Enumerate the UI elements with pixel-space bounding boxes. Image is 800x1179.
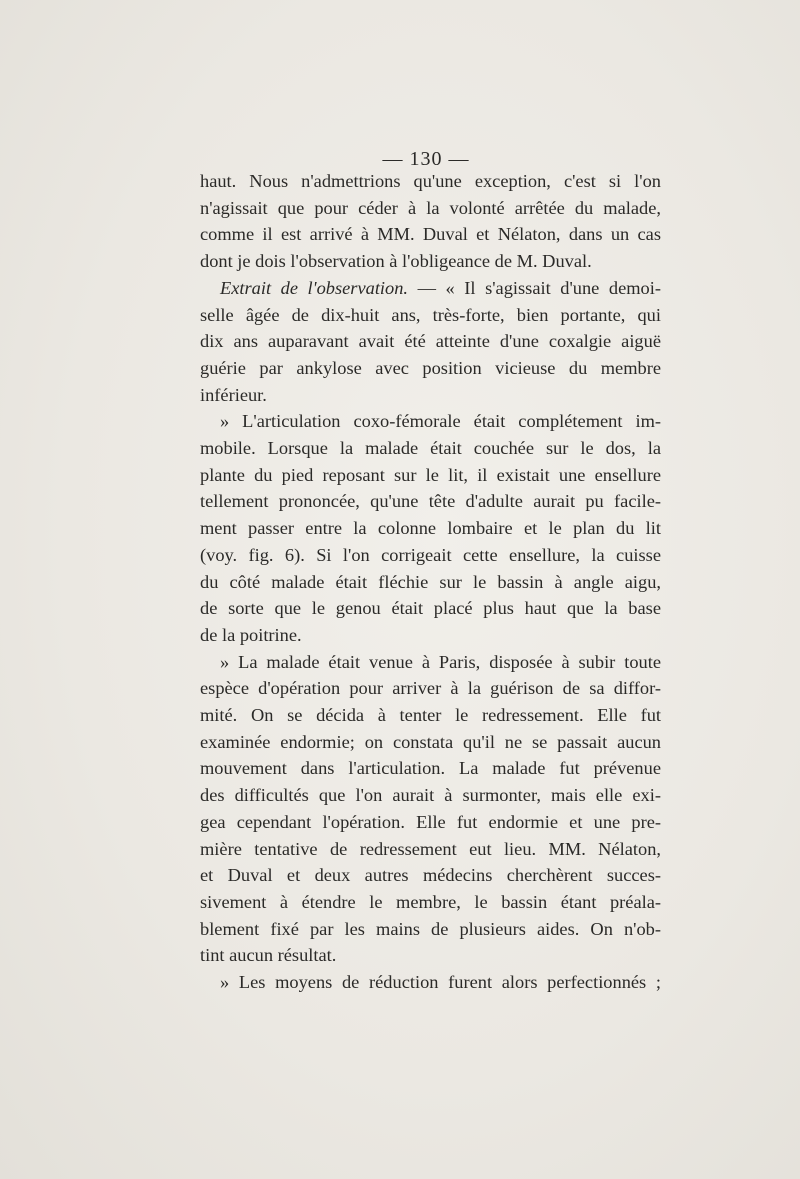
text-line: blement fixé par les mains de plusieurs aides. On n'ob- — [200, 918, 661, 939]
text-line: comme il est arrivé à MM. Duval et Nélaton, dans un cas — [200, 224, 661, 245]
text-line: mière tentative de redressement eut lieu. MM. Nélaton, — [200, 838, 661, 859]
paragraph — [200, 649, 661, 969]
paragraph — [200, 168, 661, 275]
text-line: tellement prononcée, qu'une tête d'adulte aurait pu facile- — [200, 491, 661, 512]
text-line: selle âgée de dix-huit ans, très-forte, bien portante, qui — [200, 304, 661, 325]
text-line: espèce d'opération pour arriver à la guérison de sa diffor- — [200, 678, 661, 699]
text-line: n'agissait que pour céder à la volonté arrêtée du malade, — [200, 197, 661, 218]
text-line: du côté malade était fléchie sur le bassin à angle aigu, — [200, 571, 661, 592]
text-line: et Duval et deux autres médecins cherchèrent succes- — [200, 865, 661, 886]
text-line: mité. On se décida à tenter le redressement. Elle fut — [200, 705, 661, 726]
text-line: de sorte que le genou était placé plus haut que la base — [200, 598, 661, 619]
paragraph — [200, 969, 661, 996]
text-line: mobile. Lorsque la malade était couchée sur le dos, la — [200, 438, 661, 459]
text-line: plante du pied reposant sur le lit, il existait une ensellure — [200, 464, 661, 485]
text-line: dix ans auparavant avait été atteinte d'une coxalgie aiguë — [200, 331, 661, 352]
text-line — [200, 275, 661, 302]
text-line: » La malade était venue à Paris, disposée à subir toute — [220, 651, 661, 672]
text-line: » L'articulation coxo-fémorale était complétement im- — [220, 411, 661, 432]
body-text — [200, 168, 661, 996]
text-line: inférieur. — [200, 384, 267, 405]
paragraph — [200, 408, 661, 648]
paragraph — [200, 275, 661, 409]
text-line: » Les moyens de réduction furent alors perfectionnés ; — [220, 972, 661, 993]
text-line: de la poitrine. — [200, 624, 302, 645]
text-line: guérie par ankylose avec position vicieuse du membre — [200, 357, 661, 378]
text-line: ment passer entre la colonne lombaire et le plan du lit — [200, 518, 661, 539]
observation-heading: Extrait de l'observation. — [220, 277, 409, 298]
text-line: examinée endormie; on constata qu'il ne se passait aucun — [200, 731, 661, 752]
text-line: sivement à étendre le membre, le bassin étant préala- — [200, 891, 661, 912]
text-line: tint aucun résultat. — [200, 945, 337, 966]
text-line: des difficultés que l'on aurait à surmonter, mais elle exi- — [200, 785, 661, 806]
text-line: (voy. fig. 6). Si l'on corrigeait cette ensellure, la cuisse — [200, 544, 661, 565]
text-line: haut. Nous n'admettrions qu'une exception, c'est si l'on — [200, 171, 661, 191]
page-number: — 130 — — [382, 148, 470, 170]
text-line: gea cependant l'opération. Elle fut endormie et une pre- — [200, 811, 661, 832]
text-fragment: — « Il s'agissait d'une demoi- — [408, 277, 661, 298]
text-line: mouvement dans l'articulation. La malade fut prévenue — [200, 758, 661, 779]
text-line: dont je dois l'observation à l'obligeance de M. Duval. — [200, 251, 592, 272]
